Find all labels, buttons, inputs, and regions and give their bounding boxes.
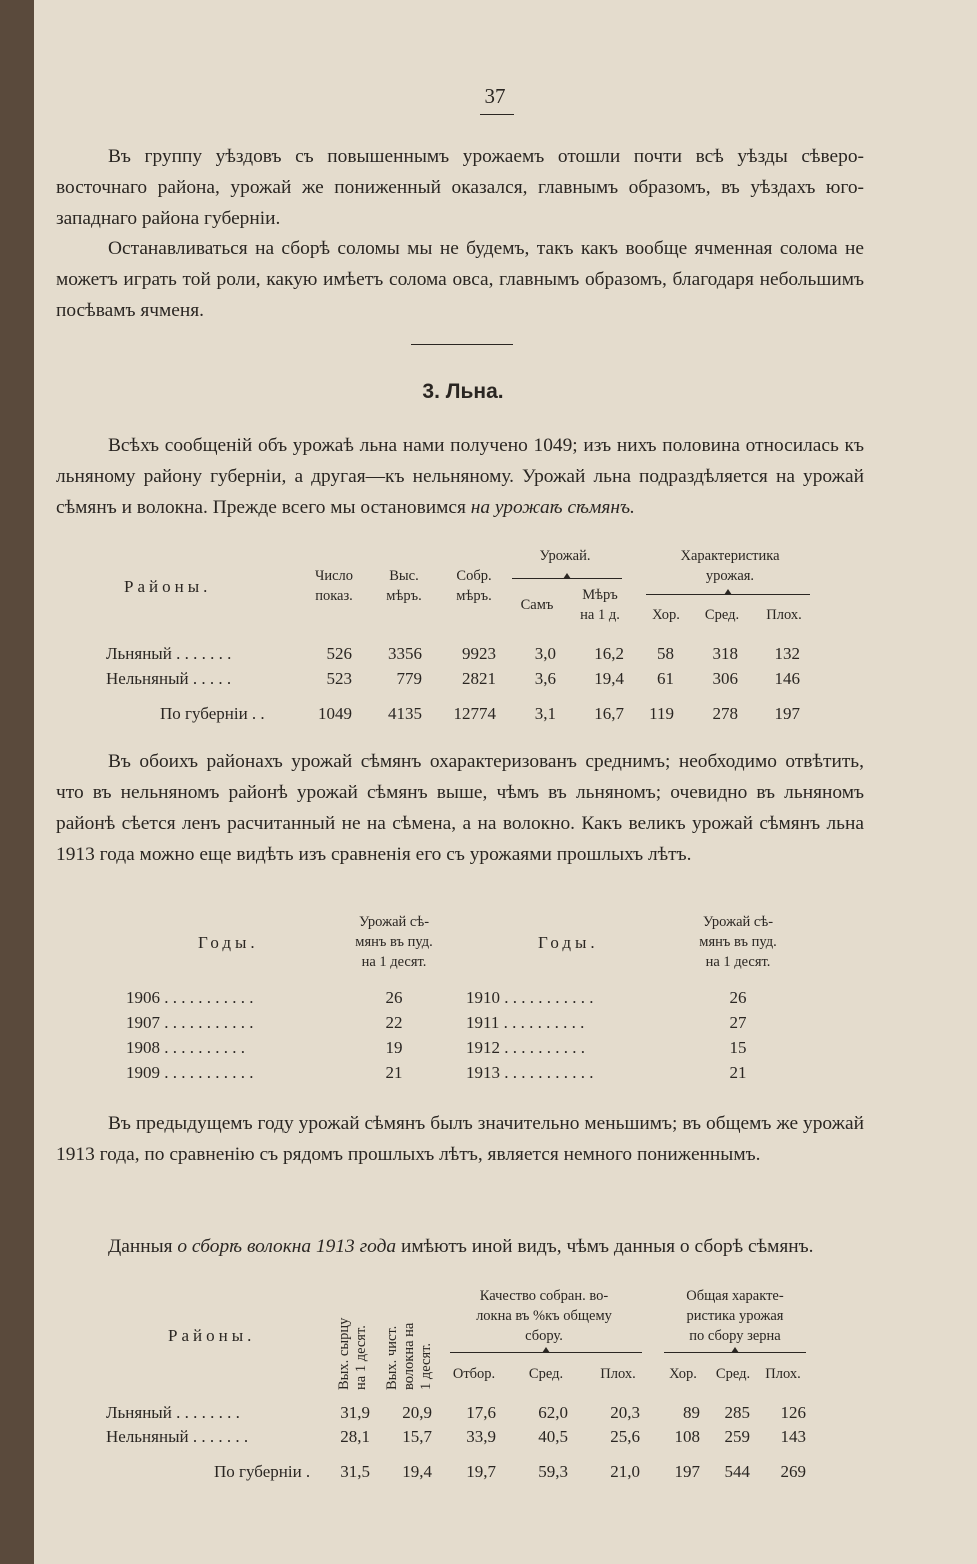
t3-row-raw: 31,9 [340, 1403, 370, 1422]
t1-header-collected: Собр. мѣръ. [456, 568, 492, 604]
t1-row-name: Льняный . . . . . . . [106, 644, 232, 663]
t1-header-count: Число показ. [314, 568, 354, 604]
t1-header-per-des: Мѣръ на 1 д. [580, 587, 620, 623]
t3-header-clean: Вых. чист. волокна на 1 десят. [384, 1322, 434, 1390]
t2-value: 22 [385, 1013, 403, 1032]
t1-row-bad: 132 [774, 644, 800, 663]
t3-row-good: 89 [683, 1403, 700, 1422]
t2-value: 21 [385, 1063, 403, 1082]
t1-row-good: 119 [649, 704, 674, 723]
t3-row-raw: 28,1 [340, 1427, 370, 1446]
t1-row-sown: 3356 [388, 644, 422, 663]
t1-header-harvest: Урожай. [539, 548, 591, 564]
t3-char-brace [664, 1352, 806, 1353]
t1-row-mid: 318 [712, 644, 738, 663]
book-page [34, 0, 977, 1564]
t1-header-sown: Выс. мѣръ. [386, 568, 422, 604]
t3-row-bad: 269 [780, 1462, 806, 1481]
t3-row-mid: 544 [724, 1462, 750, 1481]
paragraph-6-text-b: имѣютъ иной видъ, чѣмъ данныя о сборѣ сѣмянъ. [396, 1236, 814, 1257]
paragraph-6-italic: о сборѣ волокна 1913 года [177, 1236, 397, 1257]
t1-header-mid: Сред. [704, 607, 740, 623]
t3-row-q-mid: 59,3 [538, 1462, 568, 1481]
t1-row-collected: 9923 [462, 644, 496, 663]
t1-row-count: 526 [326, 644, 352, 663]
t1-row-mid: 306 [712, 669, 738, 688]
paragraph-1: Въ группу уѣздовъ съ повышеннымъ урожаемъ отошли почти всѣ уѣзды сѣверо-восточнаго района, урожай же пониженный оказался, главнымъ образомъ, въ уѣздахъ юго-западнаго района губерніи. [56, 146, 864, 229]
t3-row-bad: 143 [780, 1427, 806, 1446]
t2-year: 1906 . . . . . . . . . . . [126, 988, 254, 1007]
paragraph-6 [56, 1231, 864, 1262]
t1-row-name: Нельняный . . . . . [106, 669, 232, 688]
t1-row-per-des: 19,4 [594, 669, 624, 688]
t3-row-good: 108 [674, 1427, 700, 1446]
t1-row-collected: 2821 [462, 669, 496, 688]
t3-row-q-sel: 17,6 [466, 1403, 496, 1422]
t2-value: 19 [385, 1038, 403, 1057]
t3-row-name: По губерніи . [214, 1462, 311, 1481]
t2-header-years-left: Годы. [198, 933, 259, 952]
t3-row-good: 197 [674, 1462, 700, 1481]
t3-header-q-bad: Плох. [600, 1366, 636, 1382]
t2-year: 1912 . . . . . . . . . . [466, 1038, 585, 1057]
t1-row-sam: 3,0 [534, 644, 556, 663]
t1-row-name: По губерніи . . [160, 704, 265, 723]
t1-header-sam: Самъ [520, 597, 554, 613]
t1-header-good: Хор. [652, 607, 680, 623]
t2-year: 1910 . . . . . . . . . . . [466, 988, 594, 1007]
t1-header-rayony: Районы. [124, 577, 212, 596]
t3-header-rayony: Районы. [168, 1326, 256, 1345]
t3-row-raw: 31,5 [340, 1462, 370, 1481]
t3-row-q-mid: 62,0 [538, 1403, 568, 1422]
page-number-underline [480, 114, 514, 115]
t3-row-q-sel: 33,9 [466, 1427, 496, 1446]
t3-row-name: Нельняный . . . . . . . [106, 1427, 249, 1446]
t1-row-per-des: 16,2 [594, 644, 624, 663]
t2-header-years-right: Годы. [538, 933, 599, 952]
t3-row-q-bad: 25,6 [610, 1427, 640, 1446]
section-heading: 3. Льна. [422, 380, 504, 403]
t1-row-sam: 3,1 [534, 704, 556, 723]
t3-row-mid: 285 [724, 1403, 750, 1422]
t3-row-q-sel: 19,7 [466, 1462, 496, 1481]
t2-header-yield-right: Урожай сѣ- мянъ въ пуд. на 1 десят. [699, 914, 777, 970]
t2-year: 1909 . . . . . . . . . . . [126, 1063, 254, 1082]
t3-row-q-bad: 21,0 [610, 1462, 640, 1481]
t3-row-q-bad: 20,3 [610, 1403, 640, 1422]
t1-row-sam: 3,6 [534, 669, 556, 688]
t3-header-char: Общая характе- ристика урожая по сбору зерна [686, 1288, 784, 1344]
t3-row-clean: 19,4 [402, 1462, 432, 1481]
t1-row-collected: 12774 [453, 704, 496, 723]
t3-header-q-mid: Сред. [528, 1366, 564, 1382]
paragraph-3 [56, 430, 864, 523]
t3-header-quality: Качество собран. во- локна въ %къ общему сбору. [476, 1288, 612, 1344]
t1-header-bad: Плох. [766, 607, 802, 623]
t3-header-good: Хор. [669, 1366, 697, 1382]
t1-header-char: Характеристика урожая. [680, 548, 780, 584]
t1-row-good: 58 [657, 644, 674, 663]
t1-row-sown: 4135 [388, 704, 422, 723]
t1-row-per-des: 16,7 [594, 704, 624, 723]
section-divider [411, 344, 513, 345]
paragraph-3-text: Всѣхъ сообщеній объ урожаѣ льна нами получено 1049; изъ нихъ половина относилась къ льняному району губерніи, а другая—къ нельняному. Урожай льна подраздѣляется на урожай сѣмянъ и волокна. Прежде всего мы остановимся [56, 435, 864, 518]
t3-row-q-mid: 40,5 [538, 1427, 568, 1446]
t1-char-brace [646, 594, 810, 595]
t1-row-count: 523 [326, 669, 352, 688]
t1-row-bad: 146 [774, 669, 800, 688]
t2-value: 21 [729, 1063, 747, 1082]
t3-quality-brace [450, 1352, 642, 1353]
t2-value: 26 [729, 988, 747, 1007]
t3-header-q-sel: Отбор. [452, 1366, 496, 1382]
t3-header-mid: Сред. [715, 1366, 751, 1382]
t3-row-name: Льняный . . . . . . . . [106, 1403, 240, 1422]
t1-row-bad: 197 [774, 704, 800, 723]
t2-value: 27 [729, 1013, 747, 1032]
t2-year: 1907 . . . . . . . . . . . [126, 1013, 254, 1032]
t1-row-count: 1049 [318, 704, 352, 723]
paragraph-4: Въ обоихъ районахъ урожай сѣмянъ охарактеризованъ среднимъ; необходимо отвѣтить, что въ нельняномъ районѣ урожай сѣмянъ выше, чѣмъ въ льняномъ; очевидно въ льняномъ районѣ сѣется ленъ расчитанный не на сѣмена, а на волокно. Какъ великъ урожай сѣмянъ льна 1913 года можно еще видѣть изъ сравненія его съ урожаями прошлыхъ лѣтъ. [56, 751, 864, 865]
page-number: 37 [484, 84, 506, 108]
t1-row-mid: 278 [712, 704, 738, 723]
paragraph-3-italic: на урожаѣ сѣмянъ. [470, 497, 635, 518]
t3-row-clean: 15,7 [402, 1427, 432, 1446]
t1-row-sown: 779 [396, 669, 422, 688]
t2-header-yield-left: Урожай сѣ- мянъ въ пуд. на 1 десят. [355, 914, 433, 970]
t1-row-good: 61 [657, 669, 674, 688]
t3-row-mid: 259 [724, 1427, 750, 1446]
t2-year: 1911 . . . . . . . . . . [466, 1013, 585, 1032]
t2-year: 1913 . . . . . . . . . . . [466, 1063, 594, 1082]
paragraph-5: Въ предыдущемъ году урожай сѣмянъ былъ значительно меньшимъ; въ общемъ же урожай 1913 года, по сравненію съ рядомъ прошлыхъ лѣтъ, является немного пониженнымъ. [56, 1113, 864, 1165]
t2-value: 26 [385, 988, 403, 1007]
t2-year: 1908 . . . . . . . . . . [126, 1038, 245, 1057]
t3-header-raw: Вых. сырцу на 1 десят. [336, 1317, 369, 1390]
t3-row-bad: 126 [780, 1403, 806, 1422]
paragraph-2: Останавливаться на сборѣ соломы мы не будемъ, такъ какъ вообще ячменная солома не можетъ играть той роли, какую имѣетъ солома овса, главнымъ образомъ, благодаря небольшимъ посѣвамъ ячменя. [56, 238, 864, 321]
t1-harvest-brace [512, 578, 622, 579]
t3-row-clean: 20,9 [402, 1403, 432, 1422]
t3-header-bad: Плох. [765, 1366, 801, 1382]
t2-value: 15 [729, 1038, 747, 1057]
paragraph-6-text-a: Данныя [108, 1236, 178, 1257]
